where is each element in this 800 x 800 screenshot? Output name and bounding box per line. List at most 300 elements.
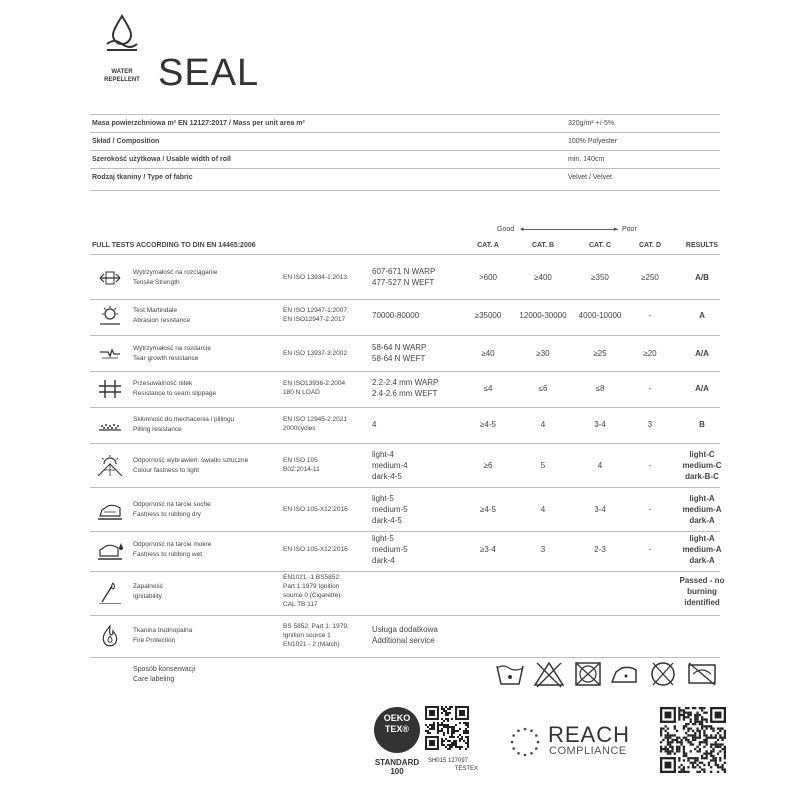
- qr-module: [701, 716, 703, 718]
- test-name-en: Tensile Strength: [133, 279, 180, 286]
- qr-module: [674, 739, 676, 741]
- row-divider: [90, 487, 720, 488]
- qr-module: [696, 764, 698, 766]
- result-value: dark-B-C: [685, 471, 719, 481]
- qr-module: [701, 741, 703, 743]
- qr-module: [680, 743, 682, 745]
- qr-module: [706, 757, 708, 759]
- qr-module: [692, 757, 694, 759]
- qr-module: [696, 759, 698, 761]
- qr-module: [708, 737, 710, 739]
- qr-module: [701, 762, 703, 764]
- qr-module: [465, 742, 467, 744]
- test-standard: 2000cycles: [283, 425, 316, 432]
- qr-module: [447, 726, 449, 728]
- seam-slippage-icon: [96, 377, 124, 401]
- qr-module: [699, 743, 701, 745]
- qr-module: [678, 707, 680, 709]
- qr-module: [712, 759, 714, 761]
- qr-module: [724, 762, 726, 764]
- qr-module: [706, 753, 708, 755]
- qr-module: [439, 730, 441, 732]
- qr-module: [676, 730, 678, 732]
- test-standard: EN ISO 105-X12:2016: [283, 545, 348, 553]
- qr-module: [683, 753, 685, 755]
- qr-module: [441, 718, 443, 720]
- qr-module: [461, 746, 463, 748]
- qr-module: [449, 746, 451, 748]
- qr-module: [660, 734, 662, 736]
- cat-c-value: 4000-10000: [578, 311, 622, 320]
- qr-module: [706, 737, 708, 739]
- qr-module: [678, 771, 680, 773]
- test-standard: EN ISO 13937-3:2002: [283, 349, 347, 357]
- qr-module: [692, 737, 694, 739]
- qr-module: [701, 707, 703, 709]
- qr-module: [662, 739, 664, 741]
- no-bleach-icon: [535, 663, 563, 687]
- qr-module: [467, 732, 469, 734]
- cat-b-value: ≥30: [536, 349, 550, 358]
- qr-module: [453, 728, 455, 730]
- spec-label: Rodzaj tkaniny / Type of fabric: [92, 174, 193, 181]
- qr-module: [453, 736, 455, 738]
- qr-module: [449, 726, 451, 728]
- column-header: CAT. C: [588, 242, 612, 249]
- qr-module: [457, 746, 459, 748]
- qr-module: [667, 743, 669, 745]
- qr-module: [701, 768, 703, 770]
- qr-module: [699, 714, 701, 716]
- qr-module: [724, 757, 726, 759]
- test-standard: 180 N LOAD: [283, 389, 320, 396]
- qr-module: [674, 725, 676, 727]
- qr-module: [665, 725, 667, 727]
- qr-module: [685, 712, 687, 714]
- test-standard: EN ISO 13934-1:2013: [283, 273, 347, 281]
- qr-module: [665, 712, 672, 719]
- qr-module: [467, 740, 469, 742]
- qr-module: [690, 718, 692, 720]
- qr-module: [463, 730, 465, 732]
- qr-module: [451, 744, 453, 746]
- scale-arrow-right-head: ▸: [614, 226, 618, 233]
- column-header: CAT. B: [531, 242, 555, 249]
- qr-module: [699, 766, 701, 768]
- qr-module: [703, 739, 705, 741]
- qr-module: [467, 726, 469, 728]
- qr-module: [441, 722, 443, 724]
- oeko-line2: TEX®: [384, 724, 410, 734]
- qr-module: [678, 759, 680, 761]
- qr-module: [694, 739, 696, 741]
- qr-module: [699, 741, 701, 743]
- row-divider: [90, 407, 720, 408]
- qr-module: [433, 726, 435, 728]
- result-value: Passed - no: [679, 575, 725, 585]
- qr-module: [429, 728, 431, 730]
- eu-star: [535, 734, 538, 737]
- cat-c-value: ≤8: [595, 384, 605, 393]
- qr-module: [465, 728, 467, 730]
- qr-module: [706, 741, 708, 743]
- qr-module: [429, 710, 435, 716]
- qr-module: [687, 734, 689, 736]
- qr-module: [687, 766, 689, 768]
- test-name-en: Resistance to seam slippage: [133, 390, 217, 397]
- qr-module: [685, 732, 687, 734]
- test-value: 70000-80000: [372, 310, 420, 320]
- test-value: 607-671 N WARP: [372, 267, 436, 276]
- qr-module: [680, 741, 682, 743]
- qr-module: [667, 748, 669, 750]
- qr-module: [706, 743, 708, 745]
- qr-module: [696, 716, 698, 718]
- qr-module: [712, 727, 714, 729]
- row-divider: [90, 299, 720, 300]
- qr-module: [694, 757, 696, 759]
- qr-module: [451, 706, 453, 708]
- qr-module: [451, 742, 453, 744]
- qr-module: [683, 768, 685, 770]
- qr-module: [443, 710, 445, 712]
- qr-module: [427, 730, 429, 732]
- spec-divider: [90, 114, 720, 115]
- qr-module: [665, 762, 672, 769]
- care-label-pl: Sposób konserwacji: [133, 666, 196, 673]
- test-standard: EN ISO 12945-2:2021: [283, 416, 347, 423]
- cat-c-value: ≥350: [591, 273, 609, 282]
- rubbing-wet-icon: [96, 538, 124, 562]
- qr-module: [680, 709, 682, 711]
- qr-module: [669, 753, 671, 755]
- test-value: light-4: [372, 449, 394, 459]
- eu-star: [517, 752, 520, 755]
- qr-module: [696, 714, 698, 716]
- qr-module: [665, 748, 667, 750]
- qr-module: [667, 727, 669, 729]
- test-value: 58-64 N WARP: [372, 343, 427, 352]
- eu-star: [517, 729, 520, 732]
- qr-module: [710, 755, 712, 757]
- cat-a-value: ≥6: [483, 461, 493, 470]
- spec-label: Skład / Composition: [92, 138, 160, 145]
- cat-d-value: -: [648, 545, 652, 554]
- qr-module: [687, 712, 689, 714]
- qr-module: [694, 734, 696, 736]
- qr-module: [692, 764, 694, 766]
- qr-module: [717, 753, 719, 755]
- qr-module: [425, 724, 427, 726]
- spec-divider: [90, 168, 720, 169]
- qr-module: [699, 723, 701, 725]
- qr-module: [687, 727, 689, 729]
- result-value: medium-C: [682, 460, 722, 470]
- oeko-standard-label: STANDARD: [374, 758, 420, 767]
- test-value: dark-4-5: [372, 471, 402, 481]
- result-value: A/A: [695, 348, 709, 358]
- qr-module: [710, 771, 712, 773]
- qr-module: [447, 714, 449, 716]
- qr-module: [683, 750, 685, 752]
- spec-value: Velvet / Velvet: [568, 174, 612, 181]
- cat-b-value: ≥400: [534, 273, 552, 282]
- test-value: dark-4-5: [372, 515, 402, 525]
- row-divider: [90, 443, 720, 444]
- qr-module: [443, 726, 445, 728]
- qr-module: [680, 764, 682, 766]
- qr-module: [710, 746, 712, 748]
- qr-module: [696, 727, 698, 729]
- qr-module: [715, 762, 717, 764]
- qr-module: [676, 741, 678, 743]
- oeko-100-label: 100: [390, 767, 404, 776]
- row-divider: [90, 571, 720, 572]
- page-title: SEAL: [158, 52, 260, 94]
- qr-module: [441, 744, 443, 746]
- qr-module: [717, 727, 719, 729]
- qr-module: [683, 771, 685, 773]
- qr-module: [437, 722, 439, 724]
- qr-module: [683, 712, 685, 714]
- qr-module: [459, 738, 461, 740]
- test-name-pl: Zapalność: [133, 583, 163, 590]
- qr-module: [451, 732, 453, 734]
- qr-module: [699, 732, 701, 734]
- test-standard: source 0 (Cigarette): [283, 592, 341, 599]
- qr-module: [443, 720, 445, 722]
- qr-module: [660, 730, 662, 732]
- qr-module: [683, 725, 685, 727]
- qr-module: [710, 766, 712, 768]
- qr-module: [467, 730, 469, 732]
- qr-module: [685, 771, 687, 773]
- qr-module: [701, 723, 703, 725]
- qr-module: [692, 766, 694, 768]
- qr-module: [463, 740, 465, 742]
- qr-module: [683, 727, 685, 729]
- qr-module: [717, 739, 719, 741]
- qr-module: [706, 727, 708, 729]
- test-name-pl: Wytrzymałość na rozciąganie: [133, 269, 218, 276]
- qr-module: [683, 709, 685, 711]
- qr-module: [667, 739, 669, 741]
- row-divider: [90, 615, 720, 616]
- qr-module: [451, 736, 453, 738]
- qr-module: [441, 724, 443, 726]
- qr-module: [712, 748, 714, 750]
- qr-module: [683, 746, 685, 748]
- qr-module: [687, 757, 689, 759]
- qr-module: [710, 737, 712, 739]
- qr-module: [465, 730, 467, 732]
- qr-module: [703, 746, 705, 748]
- qr-module: [690, 743, 692, 745]
- qr-module: [715, 743, 717, 745]
- qr-module: [665, 730, 667, 732]
- qr-module: [467, 744, 469, 746]
- row-divider: [90, 335, 720, 336]
- qr-module: [674, 753, 676, 755]
- qr-module: [660, 727, 662, 729]
- qr-module: [712, 750, 714, 752]
- qr-module: [706, 750, 708, 752]
- result-value: dark-A: [689, 515, 715, 525]
- qr-module: [455, 740, 457, 742]
- qr-module: [706, 725, 708, 727]
- test-standard: EN1021 - 2 (Match): [283, 640, 340, 648]
- test-standard: EN ISO 105: [283, 457, 318, 464]
- qr-module: [449, 740, 451, 742]
- qr-module: [441, 730, 443, 732]
- qr-module: [699, 734, 701, 736]
- qr-module: [465, 748, 467, 750]
- qr-module: [692, 734, 694, 736]
- qr-module: [669, 743, 671, 745]
- cat-a-value: ≥40: [481, 349, 495, 358]
- qr-module: [433, 728, 435, 730]
- test-value: Usługa dodatkowa: [372, 625, 438, 634]
- column-header: RESULTS: [685, 242, 719, 249]
- test-name-en: Ignitability: [133, 593, 162, 600]
- test-name-en: Fastness to rubbing dry: [133, 511, 201, 518]
- qr-module: [667, 750, 669, 752]
- qr-module: [719, 759, 721, 761]
- qr-module: [678, 766, 680, 768]
- qr-module: [690, 734, 692, 736]
- qr-module: [692, 730, 694, 732]
- qr-module: [717, 732, 719, 734]
- eu-star: [512, 734, 515, 737]
- qr-module: [665, 734, 667, 736]
- test-value: medium-5: [372, 504, 408, 514]
- test-standard: B02:2014-11: [283, 466, 320, 473]
- oeko-tex-text: [372, 713, 422, 735]
- qr-module: [680, 768, 682, 770]
- qr-module: [690, 721, 692, 723]
- pilling-icon: [96, 413, 124, 437]
- scale-good-label: Good: [497, 226, 515, 233]
- qr-module: [694, 723, 696, 725]
- qr-module: [667, 732, 669, 734]
- qr-module: [662, 748, 664, 750]
- qr-module: [445, 710, 447, 712]
- eu-star: [535, 747, 538, 750]
- qr-module: [459, 748, 461, 750]
- qr-module: [451, 718, 453, 720]
- qr-module: [665, 750, 667, 752]
- qr-module: [671, 734, 673, 736]
- test-value: 477-527 N WEFT: [372, 278, 435, 287]
- qr-module: [703, 768, 705, 770]
- qr-module: [696, 712, 698, 714]
- qr-module: [678, 718, 680, 720]
- result-value: identified: [684, 597, 720, 607]
- qr-module: [710, 734, 712, 736]
- qr-module: [694, 714, 696, 716]
- qr-module: [685, 737, 687, 739]
- logo-line1: WATER: [111, 69, 133, 75]
- qr-module: [453, 744, 455, 746]
- qr-module: [671, 750, 673, 752]
- qr-module: [694, 759, 696, 761]
- qr-module: [703, 771, 705, 773]
- qr-module: [724, 753, 726, 755]
- test-value: Additional service: [372, 636, 435, 645]
- qr-module: [678, 712, 680, 714]
- qr-module: [453, 726, 455, 728]
- result-value: A/A: [695, 383, 709, 393]
- qr-module: [719, 757, 721, 759]
- water-repellent-icon: [104, 14, 140, 60]
- test-value: medium-4: [372, 460, 408, 470]
- result-value: light-A: [689, 493, 715, 503]
- reach-title: REACH: [548, 722, 631, 747]
- qr-module: [703, 707, 705, 709]
- qr-module: [706, 755, 708, 757]
- spec-divider: [90, 150, 720, 151]
- qr-module: [678, 709, 680, 711]
- qr-module: [445, 718, 447, 720]
- light-icon: [96, 454, 124, 478]
- qr-module: [710, 743, 712, 745]
- qr-module: [699, 707, 701, 709]
- test-value: light-5: [372, 493, 394, 503]
- test-standard: CAL TB 117: [283, 601, 318, 608]
- eu-star: [530, 752, 533, 755]
- qr-module: [694, 716, 696, 718]
- cat-d-value: -: [648, 461, 652, 470]
- cat-b-value: 4: [540, 505, 546, 514]
- test-standard: EN ISO13936-2:2004: [283, 380, 346, 387]
- tests-heading: FULL TESTS ACCORDING TO DIN EN 14465:2006: [92, 242, 256, 249]
- qr-module: [715, 764, 717, 766]
- qr-module: [674, 734, 676, 736]
- qr-module: [712, 757, 714, 759]
- qr-module: [712, 755, 714, 757]
- qr-module: [676, 746, 678, 748]
- qr-module: [441, 712, 443, 714]
- qr-module: [692, 743, 694, 745]
- qr-module: [455, 744, 457, 746]
- qr-module: [699, 721, 701, 723]
- qr-module: [441, 740, 443, 742]
- qr-module: [429, 740, 435, 746]
- qr-module: [694, 721, 696, 723]
- qr-module: [715, 737, 717, 739]
- qr-module: [708, 725, 710, 727]
- qr-module: [441, 742, 443, 744]
- qr-module: [445, 726, 447, 728]
- cat-b-value: ≤6: [538, 384, 548, 393]
- qr-module: [676, 750, 678, 752]
- spec-divider: [90, 190, 720, 191]
- qr-module: [445, 746, 447, 748]
- qr-module: [690, 741, 692, 743]
- test-name-en: Pilling resistance: [133, 426, 182, 433]
- qr-module: [690, 714, 692, 716]
- spec-label: Masa powierzchniowa m² EN 12127:2017 / Mass per unit area m²: [92, 120, 305, 127]
- qr-module: [687, 771, 689, 773]
- qr-module: [685, 725, 687, 727]
- qr-module: [715, 759, 717, 761]
- qr-module: [701, 727, 703, 729]
- no-wet-clean-icon: [689, 663, 715, 685]
- result-value: burning: [687, 586, 717, 596]
- qr-module: [433, 722, 435, 724]
- test-name-pl: Przesuwalność nitek: [133, 380, 193, 387]
- test-name-pl: Odporność wybrawień: światło sztuczne: [133, 457, 249, 464]
